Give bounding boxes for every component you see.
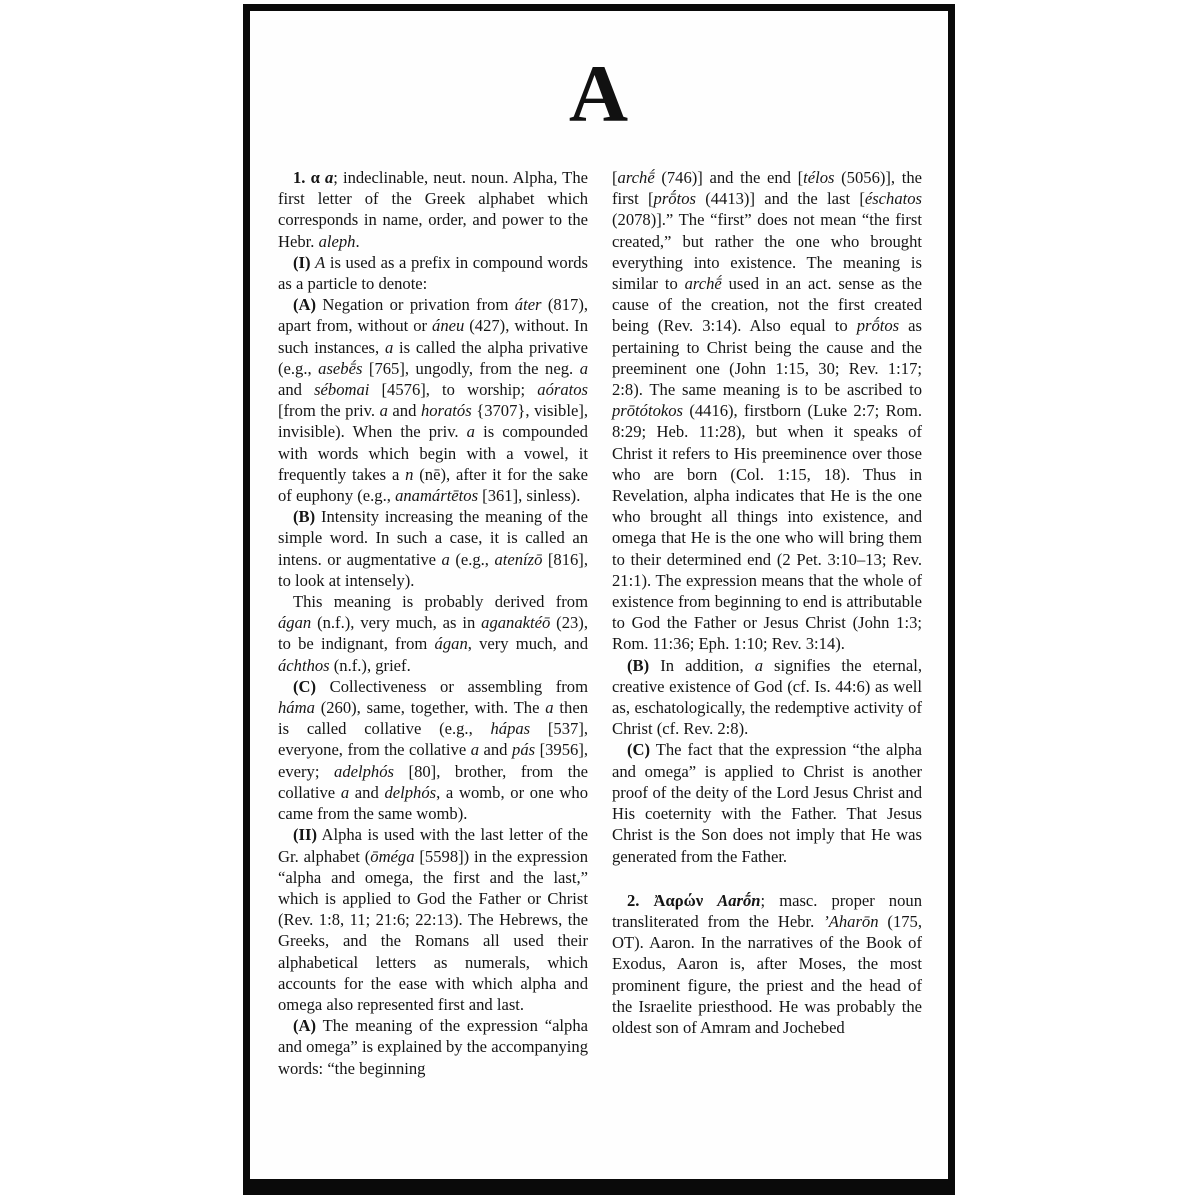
text-segment: (A) — [293, 295, 317, 315]
text-segment: pás — [512, 740, 536, 760]
text-segment: The fact that the expression “the alpha and omega” is applied to Christ is another proof of the deity of the Lord Jesus Christ and His coeternity with the Father. That Jesus Christ is the Son does not imply that He was generated from the Father. — [612, 740, 922, 866]
text-segment: [3956], every; — [278, 740, 588, 781]
text-segment: éschatos — [864, 189, 923, 209]
text-segment: (746)] and the end [ — [654, 168, 804, 187]
text-segment: (260), same, together, with. The — [314, 698, 546, 718]
text-segment: sébomai — [314, 380, 370, 400]
text-segment: used in an act. sense as the cause of the creation, not the first created being (Rev. 3:14). Also equal to — [612, 274, 922, 336]
text-segment: adelphós — [334, 761, 394, 781]
text-segment: (817), apart from, without or — [278, 295, 588, 336]
text-segment: Alpha is used with the last letter of the Gr. alphabet ( — [278, 825, 588, 866]
text-segment: asebḗs — [318, 358, 363, 378]
text-segment: and — [278, 380, 315, 400]
text-segment: delphós — [384, 782, 437, 802]
text-segment: télos — [803, 168, 835, 187]
text-segment: . — [355, 231, 360, 251]
text-segment: α — [310, 168, 325, 187]
entry-paragraph — [612, 167, 922, 655]
text-segment: ágan — [278, 613, 312, 633]
text-segment: [5598]) in the expression “alpha and omega, the first and the last,” which is applied to God the Father or Christ (Rev. 1:8, 11; 21:6; 22:13). The Hebrews, the Greeks, and the Romans all used their alphabetical letters as numerals, which accounts for the ease with which alpha and omega also represented first and last. — [278, 846, 588, 1014]
text-segment: (427), without. In such instances, — [278, 316, 588, 357]
text-segment: and — [349, 782, 385, 802]
text-segment: (A) — [293, 1016, 317, 1036]
text-segment: (B) — [293, 507, 316, 527]
text-segment: a — [579, 358, 588, 378]
text-columns — [250, 149, 948, 1079]
text-segment: is used as a prefix in compound words as a particle to denote: — [278, 252, 588, 294]
text-segment: is compounded with words which begin with a vowel, it frequently takes a — [278, 422, 588, 484]
text-segment: háma — [278, 698, 315, 718]
text-segment: (n.f.), very much, as in — [311, 613, 482, 633]
text-segment: as pertaining to Christ being the cause and the preeminent one (John 1:15, 30; Rev. 1:17; 2:8). The same meaning is to be ascribed to — [612, 316, 922, 400]
text-segment: , a womb, or one who came from the same womb). — [278, 782, 589, 824]
text-segment: is called the alpha privative (e.g., — [278, 337, 589, 378]
entry-paragraph — [278, 1015, 588, 1079]
text-segment: [80], brother, from the collative — [278, 761, 588, 802]
text-segment: ōméga — [370, 846, 415, 866]
text-segment: (nē), after it for the sake of euphony (e.g., — [278, 464, 588, 506]
text-segment: ; indeclinable, neut. noun. Alpha, The first letter of the Greek alphabet which corresponds in name, order, and power to the Hebr. — [278, 168, 588, 251]
text-segment: {3707}, visible], invisible). When the priv. — [278, 401, 588, 442]
entry-paragraph — [278, 252, 588, 294]
text-segment: [ — [612, 168, 618, 187]
text-segment: (4416), firstborn (Luke 2:7; Rom. 8:29; Heb. 11:28), but when it speaks of Christ it refers to His preeminence over those who are born (Col. 1:15, 18). Thus in Revelation, alpha indicates that He is the one who brought all things into existence, and omega that He is the one who will bring them to their determined end (2 Pet. 3:10–13; Rev. 21:1). The expression means that the whole of existence from beginning to end is attributable to God the Father or Jesus Christ (John 1:3; Rom. 11:36; Eph. 1:10; Rev. 3:14). — [612, 401, 922, 654]
text-segment: and — [387, 401, 421, 421]
text-segment: aganaktéō — [481, 613, 551, 633]
text-segment: a — [470, 740, 479, 760]
text-segment: a — [545, 698, 554, 718]
text-segment: [765], ungodly, from the neg. — [362, 358, 580, 378]
text-segment: This meaning is probably derived from — [293, 592, 588, 612]
text-segment: a — [754, 655, 763, 675]
text-segment: [816], to look at intensely). — [278, 549, 588, 590]
text-segment: [537], everyone, from the collative — [278, 719, 588, 760]
text-segment: In addition, — [649, 655, 755, 675]
text-segment: Aarṓn — [717, 890, 761, 910]
text-segment: archḗ — [617, 168, 655, 187]
entry-paragraph — [278, 824, 588, 1015]
text-segment: horatós — [420, 401, 472, 421]
text-segment: a — [466, 422, 475, 442]
text-segment: archḗ — [684, 274, 722, 294]
text-segment: (C) — [293, 676, 317, 696]
text-segment: prōtótokos — [612, 401, 683, 421]
entry-paragraph — [612, 890, 922, 1038]
text-segment: atenízō — [494, 549, 543, 569]
entry-paragraph — [612, 739, 922, 866]
entry-paragraph — [612, 655, 922, 740]
text-segment: Intensity increasing the meaning of the simple word. In such a case, it is called an intens. or augmentative — [278, 507, 588, 569]
text-segment: áchthos — [278, 655, 330, 675]
text-segment: Collectiveness or assembling from — [316, 676, 588, 696]
text-segment: (B) — [627, 655, 650, 675]
text-segment: (4413)] and the last [ — [695, 189, 865, 209]
text-segment: aóratos — [537, 380, 589, 400]
text-segment: n — [405, 464, 414, 484]
text-segment: 1. — [293, 168, 311, 187]
text-segment: a — [379, 401, 388, 421]
text-segment: ágan — [434, 634, 468, 654]
text-segment: Negation or privation from — [316, 295, 515, 315]
text-segment: a — [441, 549, 450, 569]
right-column — [612, 167, 922, 1079]
left-column — [278, 167, 588, 1079]
text-segment: (2078)].” The “first” does not mean “the first created,” but rather the one who brought everything into existence. The meaning is similar to — [612, 210, 922, 294]
entry-paragraph — [278, 676, 588, 824]
text-segment: (23), to be indignant, from — [278, 613, 588, 654]
text-segment: aleph — [318, 231, 356, 251]
text-segment: [361], sinless). — [478, 486, 581, 506]
text-segment: [from the priv. — [278, 401, 380, 421]
text-segment: hápas — [490, 719, 531, 739]
text-segment: a — [384, 337, 394, 357]
text-segment: signifies the eternal, creative existence of God (cf. Is. 44:6) as well as, eschatologically, the redemptive activity of Christ (cf. Rev. 2:8). — [612, 655, 922, 739]
entry-paragraph — [278, 506, 588, 591]
entry-paragraph — [278, 167, 588, 252]
text-segment: 2. — [627, 890, 654, 910]
text-segment: [4576], to worship; — [369, 380, 538, 400]
text-segment: then is called collative (e.g., — [278, 698, 588, 739]
text-segment: áter — [514, 295, 542, 315]
text-segment: a — [324, 168, 334, 187]
text-segment: (II) — [293, 825, 317, 845]
text-segment: (I) — [293, 252, 316, 272]
text-segment: anamártētos — [395, 486, 479, 506]
text-segment: (175, OT). Aaron. In the narratives of the Book of Exodus, Aaron is, after Moses, the most prominent figure, the priest and the head of the Israelite priesthood. He was probably the oldest son of Amram and Jochebed — [612, 911, 922, 1037]
text-segment: (n.f.), grief. — [329, 655, 411, 675]
text-segment: (e.g., — [449, 549, 495, 569]
dictionary-page — [243, 4, 955, 1195]
text-segment: (5056)], the first [ — [612, 168, 922, 209]
entry-paragraph — [278, 591, 588, 676]
entry-paragraph — [278, 294, 588, 506]
text-segment: prṓtos — [856, 316, 900, 336]
text-segment: A — [315, 252, 326, 272]
text-segment: prṓtos — [653, 189, 696, 209]
text-segment: áneu — [432, 316, 465, 336]
text-segment: , very much, and — [467, 634, 589, 654]
text-segment: (C) — [627, 740, 651, 760]
text-segment: a — [340, 782, 350, 802]
text-segment: Ἀαρών — [653, 890, 718, 910]
section-letter-heading: A — [568, 48, 630, 139]
text-segment: ’Aharōn — [823, 911, 879, 931]
text-segment: and — [479, 740, 513, 760]
text-segment: ; masc. proper noun transliterated from the Hebr. — [612, 890, 922, 931]
text-segment: The meaning of the expression “alpha and omega” is explained by the accompanying words: “the beginning — [278, 1016, 588, 1078]
